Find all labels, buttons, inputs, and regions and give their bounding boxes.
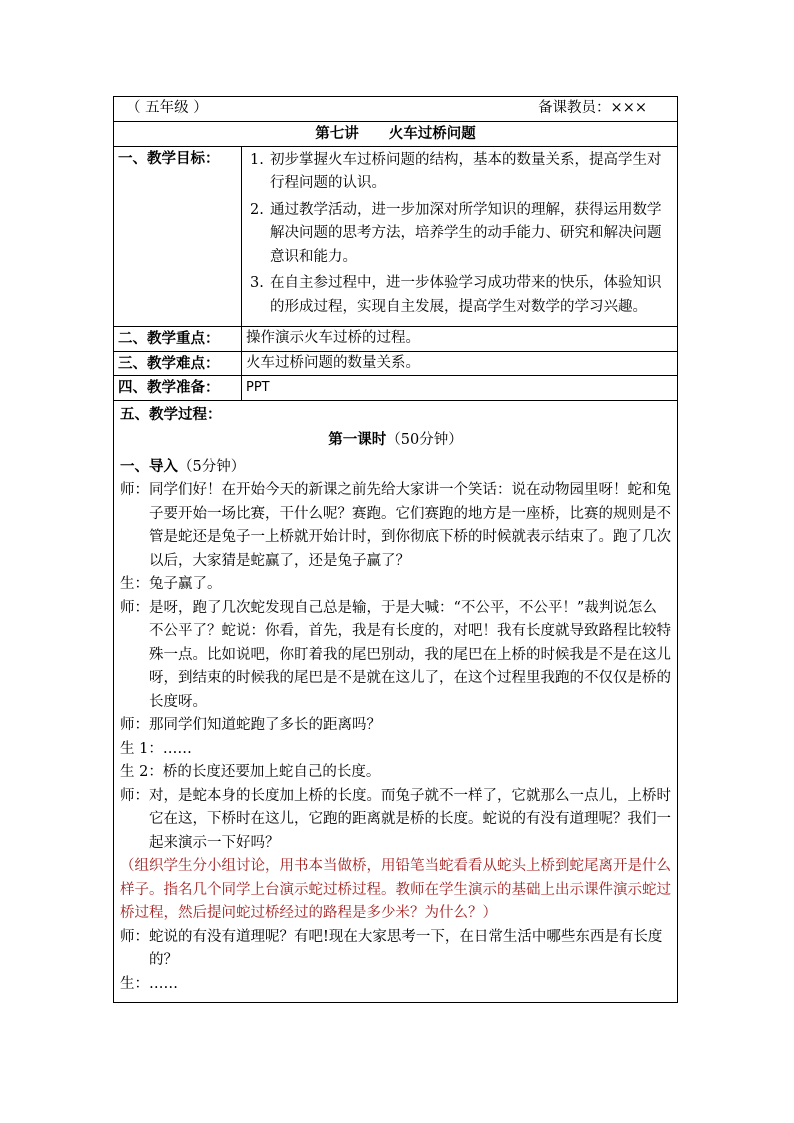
- preparation-text: PPT: [242, 376, 678, 401]
- dialogue-line: [120, 761, 671, 785]
- objective-item: [250, 272, 673, 319]
- difficulty-text: 火车过桥问题的数量关系。: [242, 351, 678, 376]
- difficulty-label: 三、教学难点：: [114, 351, 242, 376]
- dialogue-text: 桥的长度还要加上蛇自己的长度。: [162, 764, 381, 780]
- objective-text: 通过教学活动，进一步加深对所学知识的理解，获得运用数学解决问题的思考方法，培养学生的动手能力、研究和解决问题意识和能力。: [270, 201, 662, 265]
- lesson-heading: [120, 428, 671, 453]
- grade-label: （ 五年级 ）: [126, 100, 208, 116]
- objectives-row: [114, 146, 678, 327]
- difficulty-row: [114, 351, 678, 376]
- objective-item: [250, 149, 673, 196]
- dialogue-text: 同学们好！在开始今天的新课之前先给大家讲一个笑话：说在动物园里呀！蛇和兔子要开始一场比赛，干什么呢？赛跑。它们赛跑的地方是一座桥，比赛的规则是不管是蛇还是兔子一上桥就开始计时，到你彻底下桥的时候就表示结束了。跑了几次以后，大家猜是蛇赢了，还是兔子赢了？: [149, 482, 671, 569]
- speaker-label: 师：: [120, 482, 149, 498]
- dialogue-line: [120, 573, 671, 597]
- speaker-label: 师：: [120, 717, 149, 733]
- dialogue-line: [120, 479, 671, 573]
- header-cell: [114, 97, 678, 122]
- objectives-label: 一、教学目标：: [114, 146, 242, 327]
- speaker-label: 生 2：: [120, 764, 163, 780]
- speaker-label: 生 1：: [120, 740, 163, 757]
- lecture-title: 火车过桥问题: [388, 124, 476, 142]
- speaker-label: 师：: [120, 787, 149, 804]
- dialogue-line: [120, 973, 671, 997]
- preparation-label: 四、教学准备：: [114, 376, 242, 401]
- process-row: [114, 400, 678, 1003]
- activity-note: （组织学生分小组讨论，用书本当做桥，用铅笔当蛇看看从蛇头上桥到蛇尾离开是什么样子。指名几个同学上台演示蛇过桥过程。教师在学生演示的基础上出示课件演示蛇过桥过程，然后提问蛇过桥经过的路程是多少米？为什么？）: [120, 858, 671, 921]
- objective-text: 在自主参过程中，进一步体验学习成功带来的快乐，体验知识的形成过程，实现自主发展，提高学生对数学的学习兴趣。: [270, 275, 662, 315]
- dialogue-line: [120, 597, 671, 715]
- process-cell: [114, 400, 678, 1003]
- dialogue-text: 对，是蛇本身的长度加上桥的长度。而兔子就不一样了，它就那么一点儿，上桥时它在这，下桥时在这儿，它跑的距离就是桥的长度。蛇说的有没有道理呢？我们一起来演示一下好吗？: [149, 787, 671, 851]
- dialogue-line: [120, 738, 671, 762]
- preparation-row: [114, 376, 678, 401]
- dialogue-text: 是呀，跑了几次蛇发现自己总是输，于是大喊：“不公平，不公平！”裁判说怎么不公平了？蛇说：你看，首先，我是有长度的，对吧！我有长度就导致路程比较特殊一点。比如说吧，你盯着我的尾巴别动，我的尾巴在上桥的时候我是不是在这儿呀，到结束的时候我的尾巴是不是就在这儿了，在这个过程里我跑的不仅仅是桥的长度呀。: [149, 599, 671, 710]
- step-heading: [120, 455, 671, 480]
- process-label: 五、教学过程：: [120, 405, 222, 423]
- dialogue-line: [120, 926, 671, 973]
- lecture-number: 第七讲: [315, 124, 359, 142]
- objective-item: [250, 199, 673, 270]
- key-point-label: 二、教学重点：: [114, 327, 242, 352]
- dialogue-text: ……: [149, 975, 178, 992]
- dialogue-text: 蛇说的有没有道理呢？有吧!现在大家思考一下，在日常生活中哪些东西是有长度的？: [149, 928, 663, 968]
- step-duration: （5分钟）: [178, 458, 246, 475]
- teacher-label: 备课教员：×××: [538, 100, 648, 116]
- dialogue-text: 那同学们知道蛇跑了多长的距离吗？: [149, 717, 381, 733]
- speaker-label: 生：: [120, 975, 149, 992]
- header-row: [114, 97, 678, 122]
- dialogue-text: 兔子赢了。: [149, 576, 222, 592]
- lesson-title: 第一课时: [328, 431, 387, 448]
- lesson-plan-table: [113, 96, 678, 1003]
- objective-number: 2.: [250, 201, 264, 218]
- speaker-label: 生：: [120, 576, 149, 592]
- title-row: [114, 121, 678, 146]
- objective-text: 初步掌握火车过桥问题的结构，基本的数量关系，提高学生对行程问题的认识。: [270, 151, 662, 191]
- step-title: 一、导入: [120, 457, 178, 475]
- objective-number: 1.: [250, 151, 264, 168]
- objective-number: 3.: [250, 275, 264, 291]
- lesson-duration: （50分钟）: [386, 432, 463, 448]
- title-cell: [114, 121, 678, 146]
- speaker-label: 师：: [120, 928, 149, 945]
- speaker-label: 师：: [120, 599, 149, 616]
- dialogue-line: [120, 714, 671, 738]
- key-point-text: 操作演示火车过桥的过程。: [242, 327, 678, 352]
- dialogue-text: ……: [162, 740, 192, 757]
- objectives-list: [242, 146, 678, 327]
- lesson-plan-document: [113, 96, 677, 1003]
- dialogue-line: [120, 785, 671, 856]
- key-point-row: [114, 327, 678, 352]
